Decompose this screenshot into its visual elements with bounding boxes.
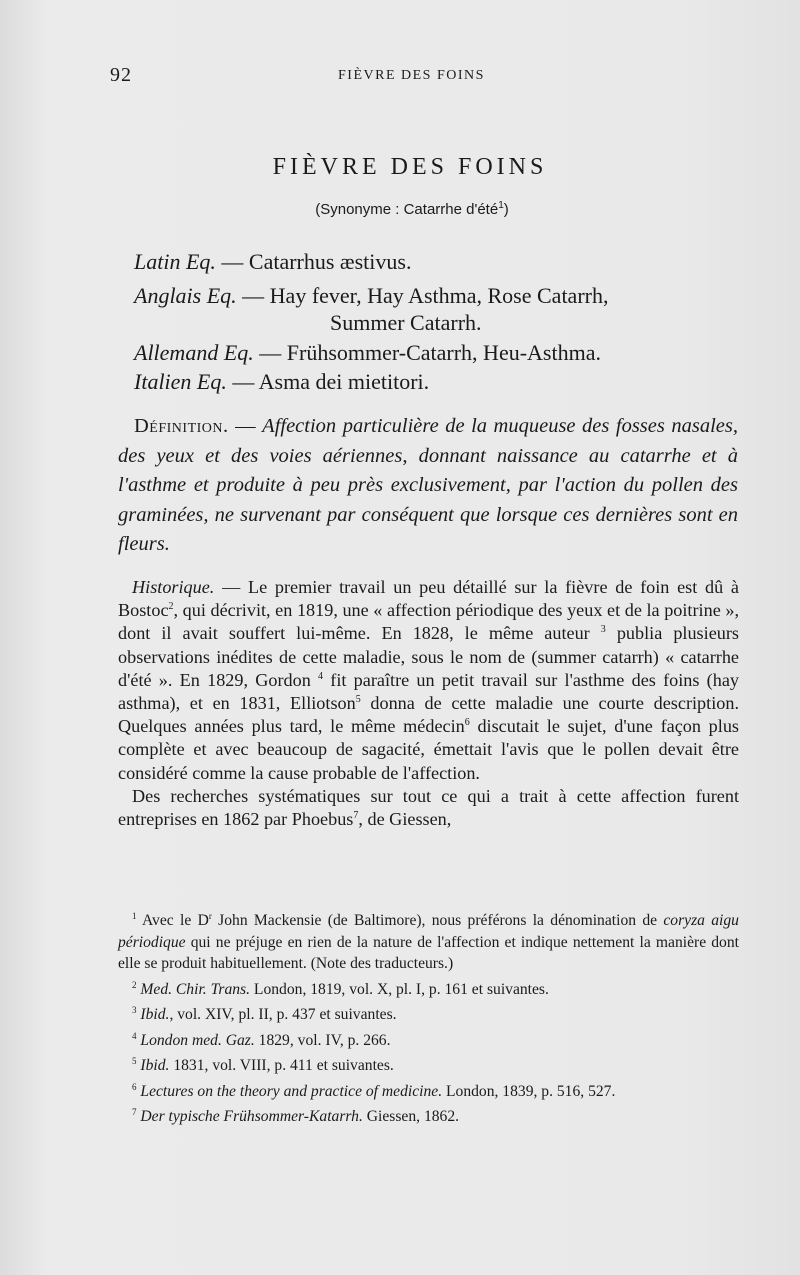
equivalent-value-italian: — Asma dei mietitori.: [232, 369, 430, 394]
lang-label-german: Allemand Eq.: [134, 340, 254, 365]
chapter-title: FIÈVRE DES FOINS: [272, 154, 548, 180]
footnote-6: [118, 1081, 739, 1103]
definition-label: Définition.: [134, 415, 229, 437]
footnote-1: [118, 910, 739, 975]
footnote-text: 1831, vol. VIII, p. 411 et suivantes.: [169, 1057, 394, 1074]
lang-label-latin: Latin Eq.: [134, 249, 216, 274]
history-text: — Le premier travail un peu détaillé sur la fièvre de foin est dû à Bostoc: [118, 577, 739, 621]
running-title: FIÈVRE DES FOINS: [338, 68, 485, 83]
history-paragraph-2: [118, 785, 739, 831]
equivalent-value-german: — Frühsommer-Catarrh, Heu-Asthma.: [259, 340, 601, 365]
footnote-5: [118, 1055, 739, 1077]
footnote-mark: 5: [132, 1055, 137, 1066]
footnote-ref-2[interactable]: 2: [168, 601, 174, 613]
equivalent-english: [134, 281, 608, 311]
footnote-mark: 7: [132, 1106, 137, 1117]
history-label: Historique.: [132, 577, 215, 597]
footnotes: [118, 910, 739, 1132]
footnote-mark: 3: [132, 1004, 137, 1015]
footnote-italic: Der typische Frühsommer-Katarrh.: [140, 1108, 363, 1125]
history-text: publia plusieurs observations inédites de cette maladie, sous le nom de (summer catarrh) « catarrhe d'été ». En 1829, Gordon: [118, 623, 739, 690]
footnote-mark: 4: [132, 1030, 137, 1041]
history-text: , qui décrivit, en 1819, une « affection périodique des yeux et de la poitrine », dont il avait souffert lui-même. En 1828, le même auteur: [118, 600, 739, 644]
footnote-italic: coryza aigu périodique: [118, 912, 739, 951]
synonym-close: ): [503, 201, 509, 218]
footnote-2: [118, 979, 739, 1001]
footnote-text: 1829, vol. IV, p. 266.: [254, 1031, 391, 1049]
footnote-text: Avec le D: [141, 912, 209, 929]
footnote-text: Giessen, 1862.: [362, 1108, 460, 1125]
equivalent-value-english: — Hay fever, Hay Asthma, Rose Catarrh,: [242, 283, 609, 308]
footnote-text: r: [208, 910, 212, 921]
history-section: [118, 576, 739, 831]
footnote-italic: London med. Gaz.: [140, 1031, 255, 1049]
footnote-text: London, 1819, vol. X, pl. I, p. 161 et suivantes.: [250, 980, 549, 998]
synonym-line: [0, 200, 800, 218]
footnote-mark: 6: [132, 1081, 137, 1092]
footnote-text: qui ne préjuge en rien de la nature de l'affection et indique nettement la manière dont elle se produit habituellement. (Note des traducteurs.): [118, 933, 739, 972]
footnote-ref-5[interactable]: 5: [355, 693, 361, 705]
equivalent-value-latin: — Catarrhus æstivus.: [221, 249, 412, 274]
history-text: , de Giessen,: [358, 809, 452, 830]
lang-label-english: Anglais Eq.: [134, 283, 237, 308]
footnote-7: [118, 1106, 739, 1128]
footnote-italic: Med. Chir. Trans.: [140, 980, 251, 998]
footnote-4: [118, 1030, 739, 1052]
equivalent-english-cont: Summer Catarrh.: [330, 310, 482, 335]
equivalent-latin: [134, 247, 411, 277]
footnote-italic: Ibid.: [140, 1006, 170, 1023]
running-head: [110, 64, 740, 88]
footnote-ref-4[interactable]: 4: [318, 670, 324, 682]
footnote-italic: Ibid.: [140, 1057, 170, 1074]
history-text: fit paraître un petit travail sur l'asthme des foins (hay asthma), et en 1831, Elliotson: [118, 669, 739, 714]
definition-dash: —: [228, 415, 263, 437]
footnote-mark: 1: [132, 910, 137, 921]
footnote-ref-6[interactable]: 6: [464, 717, 470, 729]
history-paragraph-1: [118, 576, 739, 785]
definition-text: Affection particulière de la muqueuse des fosses nasales, des yeux et des voies aériennes, donnant naissance au catarrhe et à l'asthme et produite à peu près exclusivement, par l'action du pollen des graminées, ne survenant par conséquent que lorsque ces dernières sont en fleurs.: [118, 415, 738, 555]
equivalent-german: [134, 338, 601, 368]
footnote-text: , vol. XIV, pl. II, p. 437 et suivantes.: [169, 1006, 397, 1023]
footnote-ref-7[interactable]: 7: [353, 809, 359, 821]
footnote-ref-1[interactable]: 1: [498, 200, 504, 211]
footnote-text: London, 1839, p. 516, 527.: [442, 1082, 616, 1100]
equivalent-italian: [134, 367, 429, 397]
footnote-ref-3[interactable]: 3: [600, 624, 606, 636]
footnote-3: [118, 1004, 739, 1026]
synonym-text: (Synonyme : Catarrhe d'été: [315, 201, 499, 218]
page-number: 92: [110, 64, 132, 86]
footnote-text: John Mackensie (de Baltimore), nous préférons la dénomination de: [211, 912, 664, 929]
footnote-mark: 2: [132, 979, 137, 990]
history-text: discutait le sujet, d'une façon plus complète et avec beaucoup de sagacité, émettait l'avis que le pollen devait être considéré comme la cause probable de l'affection.: [118, 716, 739, 783]
history-text: Des recherches systématiques sur tout ce qui a trait à cette affection furent entreprises en 1862 par Phoebus: [118, 785, 739, 830]
definition-paragraph: [118, 412, 738, 560]
footnote-italic: Lectures on the theory and practice of medicine.: [140, 1082, 443, 1100]
history-text: donna de cette maladie une courte description. Quelques années plus tard, le même médecin: [118, 693, 739, 737]
lang-label-italian: Italien Eq.: [134, 369, 227, 394]
